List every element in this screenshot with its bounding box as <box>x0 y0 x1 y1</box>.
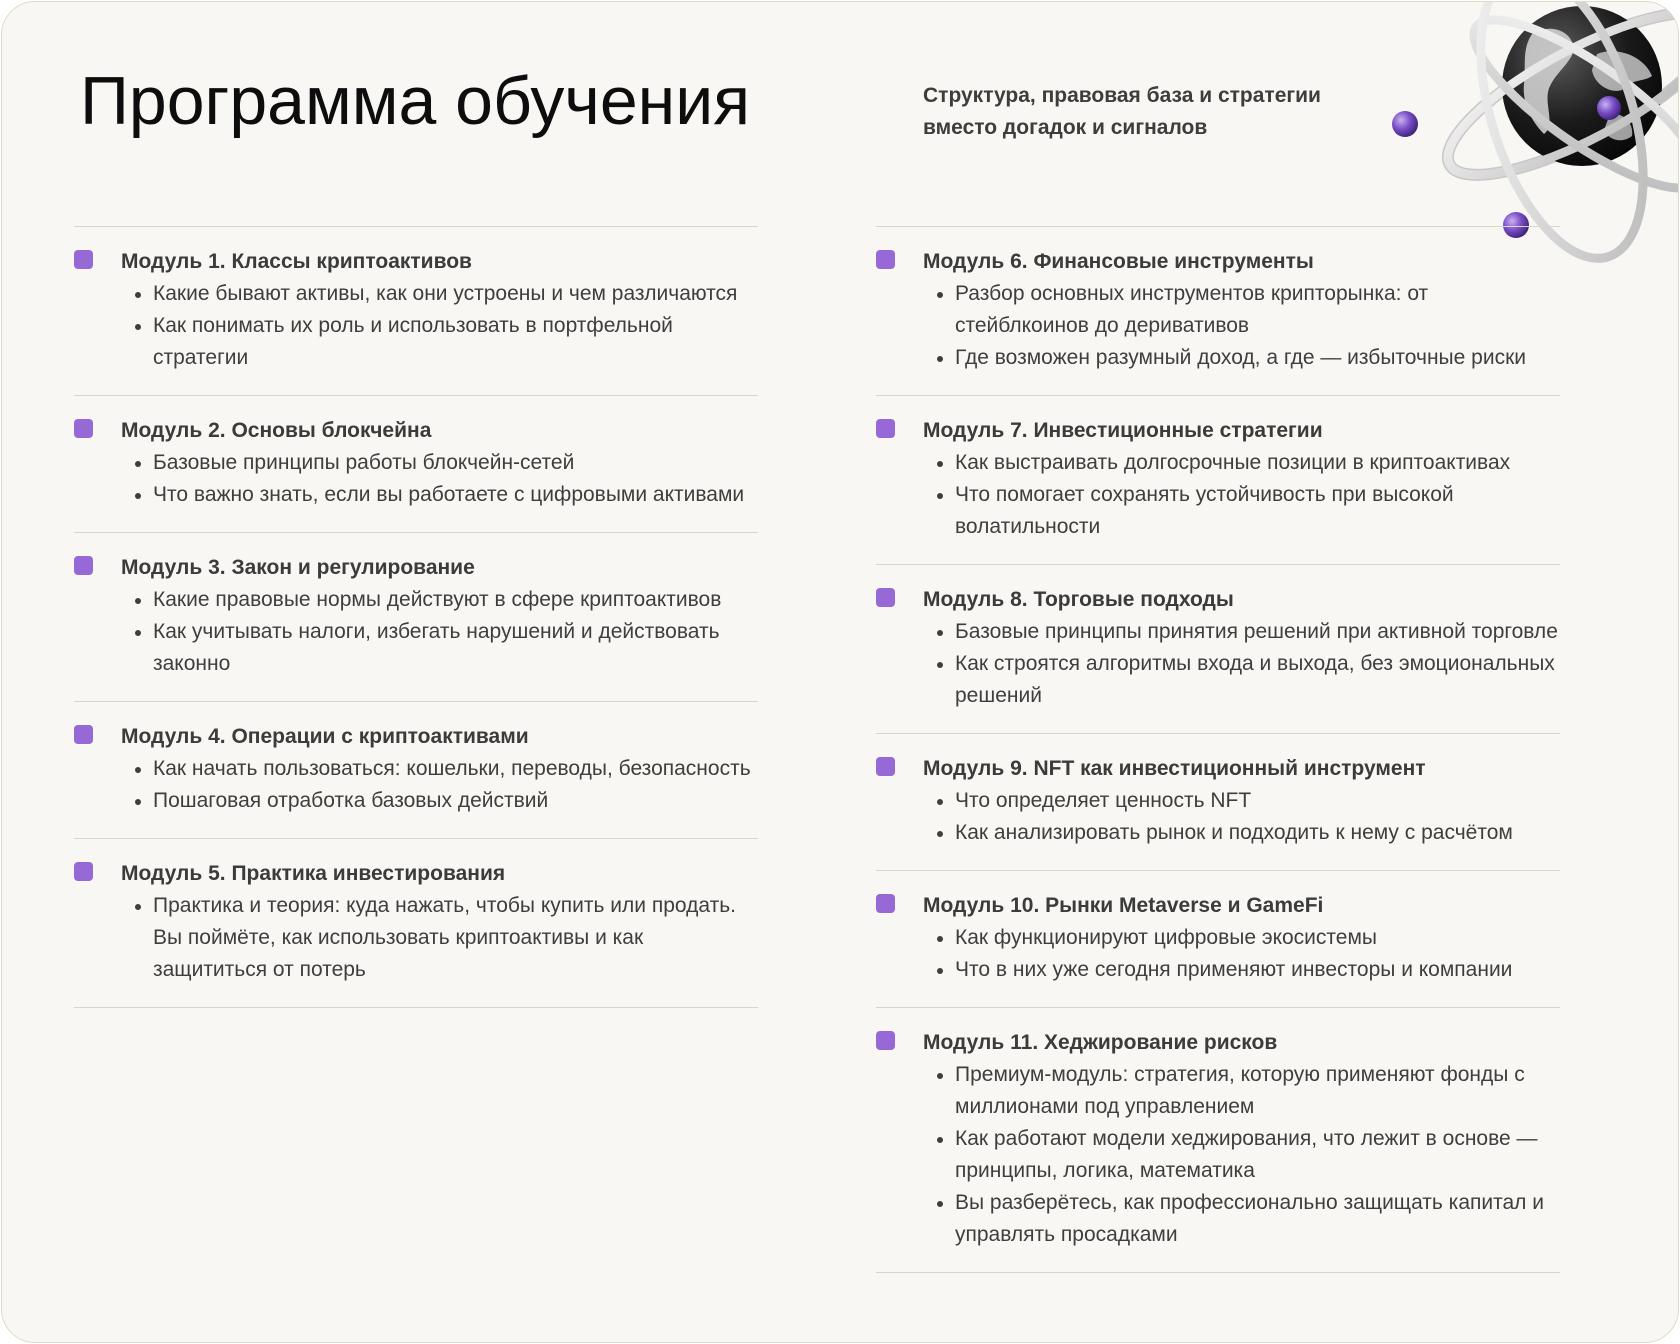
page-subtitle: Структура, правовая база и стратегии вместо догадок и сигналов <box>923 84 1321 139</box>
module-title: Модуль 8. Торговые подходы <box>923 588 1234 611</box>
module-item <box>876 226 1560 395</box>
bullet-item: Как учитывать налоги, избегать нарушений и действовать законно <box>153 616 758 680</box>
bullet-item: Пошаговая отработка базовых действий <box>153 785 758 817</box>
module-item <box>74 532 758 701</box>
bullet-item: Как анализировать рынок и подходить к нему с расчётом <box>955 817 1560 849</box>
page-title: Программа обучения <box>80 63 751 139</box>
module-marker-icon <box>876 1031 895 1050</box>
module-marker-icon <box>74 419 93 438</box>
bullet-item: Как понимать их роль и использовать в портфельной стратегии <box>153 310 758 374</box>
bullet-item: Что важно знать, если вы работаете с цифровыми активами <box>153 479 758 511</box>
module-bullets <box>74 584 758 680</box>
module-marker-icon <box>876 419 895 438</box>
module-item <box>74 395 758 532</box>
module-marker-icon <box>74 556 93 575</box>
module-item <box>876 1007 1560 1273</box>
globe-atom-icon <box>1382 1 1679 264</box>
module-marker-icon <box>74 862 93 881</box>
bullet-item: Практика и теория: куда нажать, чтобы купить или продать. Вы поймёте, как использовать криптоактивы и как защититься от потерь <box>153 890 758 986</box>
module-marker-icon <box>876 588 895 607</box>
module-title: Модуль 6. Финансовые инструменты <box>923 250 1314 273</box>
bullet-item: Разбор основных инструментов крипторынка: от стейблкоинов до деривативов <box>955 278 1560 342</box>
module-bullets <box>876 616 1560 712</box>
bullet-item: Как начать пользоваться: кошельки, переводы, безопасность <box>153 753 758 785</box>
module-title: Модуль 9. NFT как инвестиционный инструмент <box>923 757 1426 780</box>
module-item <box>876 870 1560 1007</box>
module-bullets <box>876 447 1560 543</box>
module-item <box>876 395 1560 564</box>
module-title: Модуль 10. Рынки Metaverse и GameFi <box>923 894 1324 917</box>
bullet-item: Какие бывают активы, как они устроены и чем различаются <box>153 278 758 310</box>
bullet-item: Как работают модели хеджирования, что лежит в основе — принципы, логика, математика <box>955 1123 1560 1187</box>
module-bullets <box>876 785 1560 849</box>
module-bullets <box>74 278 758 374</box>
module-title: Модуль 1. Классы криптоактивов <box>121 250 472 273</box>
bullet-item: Как выстраивать долгосрочные позиции в криптоактивах <box>955 447 1560 479</box>
bullet-item: Что в них уже сегодня применяют инвесторы и компании <box>955 954 1560 986</box>
program-card <box>1 1 1679 1343</box>
modules-left-column <box>74 226 758 1008</box>
module-item <box>876 733 1560 870</box>
module-title: Модуль 4. Операции с криптоактивами <box>121 725 529 748</box>
bullet-item: Вы разберётесь, как профессионально защищать капитал и управлять просадками <box>955 1187 1560 1251</box>
module-marker-icon <box>876 250 895 269</box>
module-title: Модуль 11. Хеджирование рисков <box>923 1031 1278 1054</box>
bullet-item: Как функционируют цифровые экосистемы <box>955 922 1560 954</box>
module-item <box>74 838 758 1008</box>
module-title: Модуль 2. Основы блокчейна <box>121 419 432 442</box>
module-marker-icon <box>876 894 895 913</box>
bullet-item: Что определяет ценность NFT <box>955 785 1560 817</box>
module-title: Модуль 3. Закон и регулирование <box>121 556 475 579</box>
module-bullets <box>74 447 758 511</box>
bullet-item: Какие правовые нормы действуют в сфере криптоактивов <box>153 584 758 616</box>
bullet-item: Премиум-модуль: стратегия, которую применяют фонды с миллионами под управлением <box>955 1059 1560 1123</box>
bullet-item: Как строятся алгоритмы входа и выхода, без эмоциональных решений <box>955 648 1560 712</box>
module-bullets <box>74 753 758 817</box>
module-marker-icon <box>876 757 895 776</box>
bullet-item: Базовые принципы работы блокчейн-сетей <box>153 447 758 479</box>
bullet-item: Базовые принципы принятия решений при активной торговле <box>955 616 1560 648</box>
module-title: Модуль 5. Практика инвестирования <box>121 862 506 885</box>
modules-right-column <box>876 226 1560 1273</box>
module-bullets <box>876 278 1560 374</box>
module-title: Модуль 7. Инвестиционные стратегии <box>923 419 1323 442</box>
module-marker-icon <box>74 250 93 269</box>
module-item <box>74 701 758 838</box>
module-item <box>74 226 758 395</box>
bullet-item: Что помогает сохранять устойчивость при высокой волатильности <box>955 479 1560 543</box>
module-bullets <box>876 1059 1560 1251</box>
bullet-item: Где возможен разумный доход, а где — избыточные риски <box>955 342 1560 374</box>
module-marker-icon <box>74 725 93 744</box>
module-item <box>876 564 1560 733</box>
module-bullets <box>876 922 1560 986</box>
module-bullets <box>74 890 758 986</box>
